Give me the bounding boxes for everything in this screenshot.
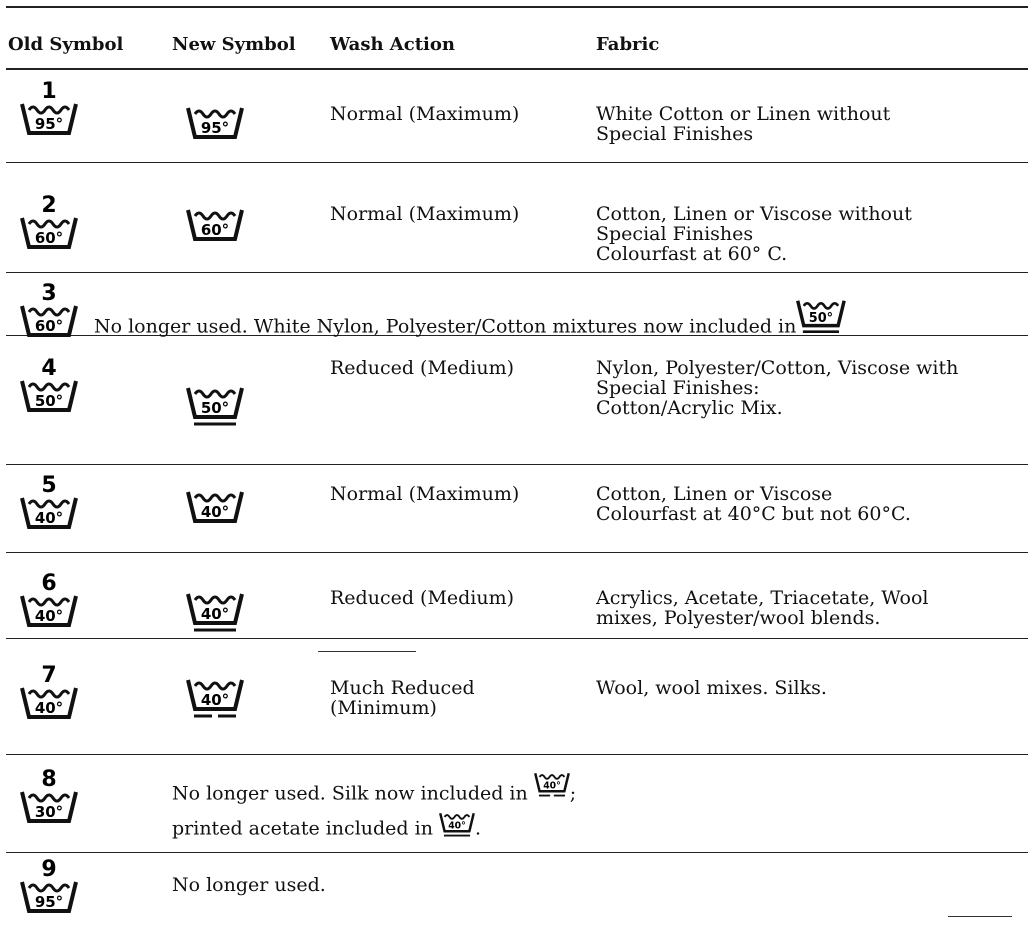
- stray-rule-mark: [948, 916, 1012, 917]
- old-symbol-2: [20, 190, 78, 254]
- fabric-text: Cotton/Acrylic Mix.: [596, 397, 783, 419]
- row-rule: [6, 638, 1028, 639]
- wash-action-cell: [330, 358, 514, 378]
- new-symbol-1: [186, 106, 244, 144]
- new-symbol-6: [186, 592, 244, 638]
- fabric-text: Acrylics, Acetate, Triacetate, Wool: [596, 587, 929, 609]
- temperature-label: 40°: [542, 780, 561, 792]
- wash-action-cell: [330, 588, 514, 608]
- wash-tub-icon: [186, 592, 244, 638]
- wash-tub-icon: [534, 772, 570, 805]
- old-symbol-8: [20, 764, 78, 828]
- old-symbol-4: [20, 353, 78, 417]
- note-text: No longer used.: [172, 874, 326, 896]
- row-rule: [6, 754, 1028, 755]
- new-symbol-7: [186, 678, 244, 732]
- header-old-symbol: Old Symbol: [8, 34, 124, 55]
- stray-rule-mark: [318, 651, 416, 652]
- old-symbol-9: [20, 854, 78, 918]
- temperature-label: 40°: [200, 503, 230, 521]
- wash-tub-icon: [20, 190, 78, 254]
- wash-tub-icon: [20, 470, 78, 534]
- header-new-symbol: New Symbol: [172, 34, 296, 55]
- temperature-label: 40°: [448, 820, 466, 832]
- wash-tub-icon: [20, 660, 78, 724]
- symbol-number: 1: [41, 79, 57, 104]
- temperature-label: 60°: [200, 221, 230, 239]
- wash-action-text: Reduced (Medium): [330, 587, 515, 609]
- temperature-label: 95°: [34, 115, 64, 133]
- old-symbol-7: [20, 660, 78, 724]
- temperature-label: 95°: [200, 119, 230, 137]
- fabric-text: Special Finishes: [596, 223, 754, 245]
- fabric-cell: [596, 678, 1028, 698]
- symbol-number: 4: [41, 356, 57, 381]
- row-rule: [6, 552, 1028, 553]
- wash-action-text: Normal (Maximum): [330, 483, 520, 505]
- new-symbol-2: [186, 208, 244, 246]
- wash-action-cell: [330, 204, 519, 224]
- wash-action-text: Reduced (Medium): [330, 357, 515, 379]
- wash-tub-icon: [186, 490, 244, 528]
- wash-tub-icon: [20, 764, 78, 828]
- fabric-text: Nylon, Polyester/Cotton, Viscose with: [596, 357, 959, 379]
- wash-action-text: Normal (Maximum): [330, 203, 520, 225]
- wash-action-text: Much Reduced: [330, 677, 475, 699]
- old-symbol-1: [20, 76, 78, 140]
- note-text: printed acetate included in 40° .: [172, 812, 481, 845]
- wash-action-text: (Minimum): [330, 697, 437, 719]
- symbol-number: 3: [41, 281, 57, 306]
- symbol-number: 7: [41, 663, 57, 688]
- row-rule: [6, 162, 1028, 163]
- fabric-text: Cotton, Linen or Viscose without: [596, 203, 912, 225]
- header-rule: [6, 68, 1028, 70]
- fabric-text: Colourfast at 40°C but not 60°C.: [596, 503, 911, 525]
- inline-new-symbol: [796, 299, 846, 343]
- symbol-number: 5: [41, 473, 57, 498]
- wash-tub-icon: [20, 353, 78, 417]
- temperature-label: 40°: [200, 605, 230, 623]
- wash-action-cell: [330, 678, 475, 718]
- old-symbol-3: [20, 278, 78, 342]
- symbol-number: 6: [41, 571, 57, 596]
- temperature-label: 40°: [34, 699, 64, 717]
- temperature-label: 40°: [34, 607, 64, 625]
- row-rule: [6, 272, 1028, 273]
- fabric-text: White Cotton or Linen without: [596, 103, 891, 125]
- fabric-cell: [596, 104, 1028, 144]
- temperature-label: 40°: [200, 691, 230, 709]
- wash-tub-icon: [186, 678, 244, 732]
- wash-tub-icon: [186, 386, 244, 432]
- temperature-label: 40°: [34, 509, 64, 527]
- wash-action-cell: [330, 104, 519, 124]
- symbol-number: 8: [41, 767, 57, 792]
- temperature-label: 60°: [34, 229, 64, 247]
- wash-tub-icon: [20, 568, 78, 632]
- note-text: No longer used. Silk now included in 40° ;: [172, 772, 576, 809]
- fabric-cell: [596, 358, 1028, 418]
- wash-action-cell: [330, 484, 519, 504]
- temperature-label: 50°: [809, 311, 834, 327]
- fabric-text: Special Finishes:: [596, 377, 760, 399]
- old-symbol-6: [20, 568, 78, 632]
- temperature-label: 50°: [200, 399, 230, 417]
- top-rule: [6, 6, 1028, 8]
- fabric-cell: [596, 204, 1028, 264]
- wash-tub-icon: [20, 76, 78, 140]
- new-symbol-5: [186, 490, 244, 528]
- note-punctuation: ;: [569, 782, 577, 805]
- fabric-cell: [596, 484, 1028, 524]
- fabric-cell: [596, 588, 1028, 628]
- symbol-number: 2: [41, 193, 57, 218]
- new-symbol-4: [186, 386, 244, 432]
- header-wash-action: Wash Action: [330, 34, 455, 55]
- old-symbol-5: [20, 470, 78, 534]
- fabric-text: Wool, wool mixes. Silks.: [596, 677, 827, 699]
- header-fabric: Fabric: [596, 34, 660, 55]
- wash-tub-icon: [186, 208, 244, 246]
- row-rule: [6, 852, 1028, 853]
- temperature-label: 95°: [34, 893, 64, 911]
- fabric-text: mixes, Polyester/wool blends.: [596, 607, 881, 629]
- fabric-text: Cotton, Linen or Viscose: [596, 483, 833, 505]
- wash-tub-icon: [796, 299, 846, 339]
- wash-action-text: Normal (Maximum): [330, 103, 520, 125]
- wash-tub-icon: [20, 854, 78, 918]
- wash-tub-icon: [186, 106, 244, 144]
- temperature-label: 50°: [34, 392, 64, 410]
- fabric-text: Special Finishes: [596, 123, 754, 145]
- inline-new-symbol: [534, 772, 570, 809]
- temperature-label: 60°: [34, 317, 64, 335]
- fabric-text: Colourfast at 60° C.: [596, 243, 788, 265]
- note-text: No longer used. White Nylon, Polyester/Cotton mixtures now included in 50°: [94, 299, 846, 343]
- temperature-label: 30°: [34, 803, 64, 821]
- inline-new-symbol: [439, 812, 475, 845]
- wash-tub-icon: [20, 278, 78, 342]
- row-rule: [6, 464, 1028, 465]
- note-punctuation: .: [474, 817, 481, 840]
- symbol-number: 9: [41, 857, 57, 882]
- wash-tub-icon: [439, 812, 475, 841]
